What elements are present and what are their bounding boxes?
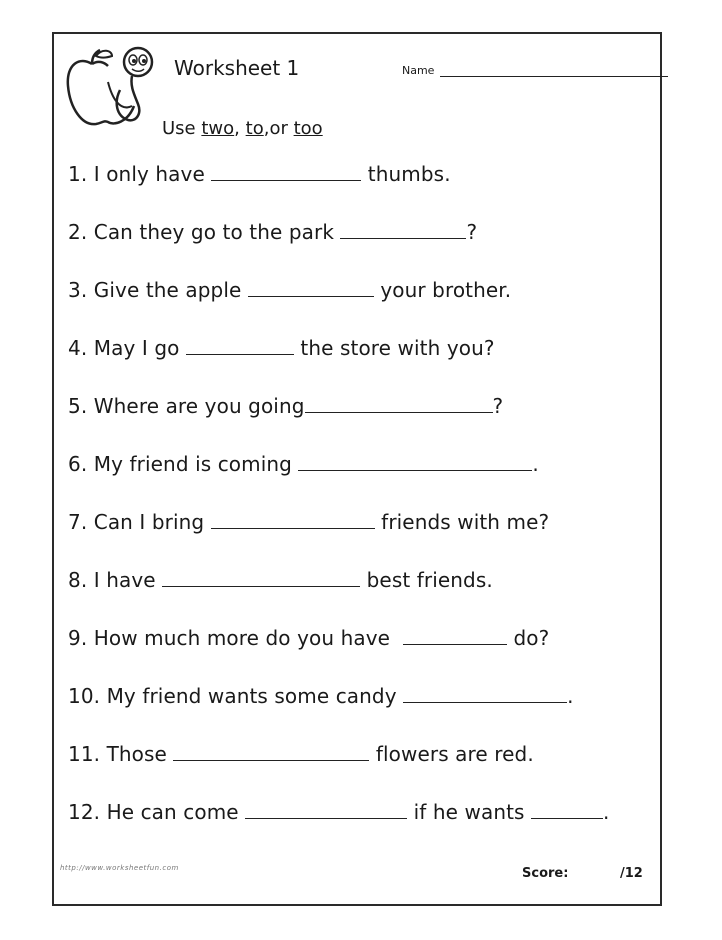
answer-blank[interactable] <box>173 742 369 761</box>
question-text: ? <box>466 220 478 244</box>
question-2 <box>68 220 477 244</box>
separator: , <box>234 118 240 139</box>
question-7 <box>68 510 549 534</box>
question-text: I only have <box>93 162 205 186</box>
word-too: too <box>293 118 323 139</box>
question-text: May I go <box>93 336 180 360</box>
word-two: two <box>201 118 235 139</box>
question-5 <box>68 394 503 418</box>
question-text: My friend is coming <box>93 452 292 476</box>
answer-blank[interactable] <box>298 452 532 471</box>
answer-blank[interactable] <box>248 278 374 297</box>
question-12 <box>68 800 610 824</box>
question-number: 3. <box>68 278 88 302</box>
question-1 <box>68 162 451 186</box>
question-number: 1. <box>68 162 88 186</box>
question-text: do? <box>513 626 550 650</box>
question-text: thumbs. <box>367 162 451 186</box>
question-number: 8. <box>68 568 88 592</box>
answer-blank[interactable] <box>186 336 294 355</box>
question-10 <box>68 684 574 708</box>
question-text: . <box>603 800 610 824</box>
instruction-prefix: Use <box>162 118 196 139</box>
question-11 <box>68 742 534 766</box>
question-text: the store with you? <box>300 336 495 360</box>
question-number: 6. <box>68 452 88 476</box>
worksheet-title: Worksheet 1 <box>174 56 300 80</box>
question-number: 5. <box>68 394 88 418</box>
question-number: 2. <box>68 220 88 244</box>
question-8 <box>68 568 493 592</box>
question-4 <box>68 336 495 360</box>
question-number: 12. <box>68 800 101 824</box>
word-to: to <box>245 118 264 139</box>
footer-url: http://www.worksheetfun.com <box>60 864 179 872</box>
question-text: best friends. <box>366 568 493 592</box>
question-text: flowers are red. <box>375 742 534 766</box>
question-number: 7. <box>68 510 88 534</box>
question-number: 11. <box>68 742 101 766</box>
question-text: He can come <box>106 800 239 824</box>
name-label: Name <box>402 64 435 77</box>
question-text: friends with me? <box>381 510 550 534</box>
question-3 <box>68 278 511 302</box>
question-text: . <box>532 452 539 476</box>
question-text: I have <box>93 568 156 592</box>
score-label: Score: <box>522 866 569 881</box>
question-text: if he wants <box>413 800 525 824</box>
question-text: . <box>567 684 574 708</box>
question-text: Can I bring <box>93 510 205 534</box>
name-blank[interactable] <box>440 76 668 77</box>
answer-blank[interactable] <box>305 394 493 413</box>
question-number: 10. <box>68 684 101 708</box>
separator: ,or <box>263 118 288 139</box>
question-6 <box>68 452 539 476</box>
question-text: Can they go to the park <box>93 220 334 244</box>
answer-blank[interactable] <box>403 684 567 703</box>
question-text: ? <box>492 394 504 418</box>
question-9 <box>68 626 549 650</box>
answer-blank[interactable] <box>162 568 360 587</box>
question-number: 4. <box>68 336 88 360</box>
question-text: Those <box>106 742 167 766</box>
answer-blank[interactable] <box>531 800 603 819</box>
score-total: /12 <box>620 866 643 881</box>
answer-blank[interactable] <box>211 510 375 529</box>
question-text: Where are you going <box>93 394 305 418</box>
question-text: Give the apple <box>93 278 242 302</box>
question-text: How much more do you have <box>93 626 391 650</box>
answer-blank[interactable] <box>245 800 407 819</box>
question-text: My friend wants some candy <box>106 684 397 708</box>
instructions <box>162 118 323 139</box>
apple-worm-icon <box>62 42 154 138</box>
answer-blank[interactable] <box>340 220 466 239</box>
question-number: 9. <box>68 626 88 650</box>
answer-blank[interactable] <box>211 162 361 181</box>
answer-blank[interactable] <box>403 626 507 645</box>
question-text: your brother. <box>380 278 512 302</box>
